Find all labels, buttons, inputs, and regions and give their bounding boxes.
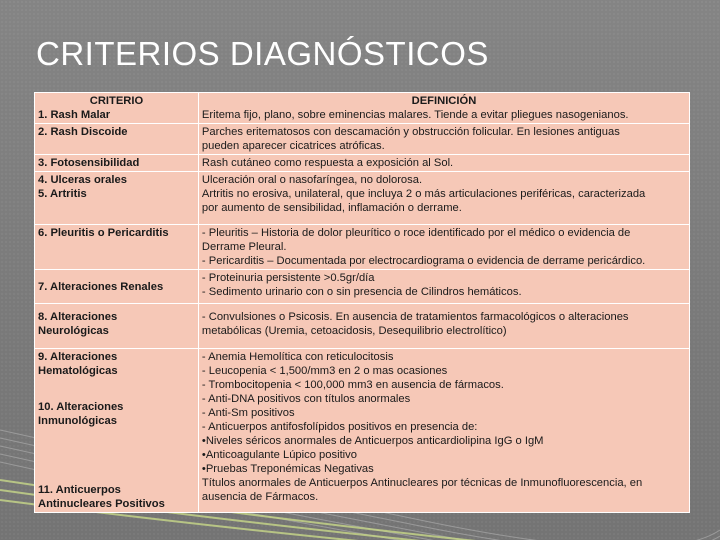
definicion-text: •Anticoagulante Lúpico positivo bbox=[201, 449, 357, 461]
definicion-text: - Trombocitopenia < 100,000 mm3 en ausencia de fármacos. bbox=[201, 379, 504, 391]
definicion-text: por aumento de sensibilidad, inflamación o derrame. bbox=[201, 202, 462, 214]
criterio-text: 5. Artritis bbox=[38, 188, 87, 200]
definicion-text: •Niveles séricos anormales de Anticuerpos anticardiolipina IgG o IgM bbox=[201, 435, 544, 447]
criterio-text: Hematológicas bbox=[38, 365, 118, 377]
spacer bbox=[38, 472, 195, 483]
column-header-definicion: DEFINICIÓN bbox=[411, 95, 477, 107]
criterio-cell bbox=[35, 225, 199, 270]
criteria-table bbox=[34, 92, 690, 513]
definicion-text: - Proteinuria persistente >0.5gr/día bbox=[201, 272, 375, 284]
definicion-cell bbox=[198, 172, 689, 225]
definicion-text: Rash cutáneo como respuesta a exposición al Sol. bbox=[201, 157, 454, 169]
definicion-cell bbox=[198, 225, 689, 270]
definicion-text: - Pleuritis – Historia de dolor pleurítico o roce identificado por el médico o evidencia de bbox=[201, 227, 631, 239]
definicion-cell bbox=[198, 349, 689, 513]
definicion-text: Ulceración oral o nasofaríngea, no dolorosa. bbox=[201, 174, 423, 186]
criterio-cell bbox=[35, 349, 199, 513]
spacer bbox=[38, 439, 195, 450]
definicion-cell bbox=[198, 304, 689, 349]
definicion-text: Eritema fijo, plano, sobre eminencias malares. Tiende a evitar pliegues nasogenianos. bbox=[201, 109, 629, 121]
definicion-text: - Anti-Sm positivos bbox=[201, 407, 295, 419]
spacer bbox=[38, 389, 195, 400]
table-row bbox=[35, 124, 690, 155]
table-row bbox=[35, 155, 690, 172]
definicion-text: - Convulsiones o Psicosis. En ausencia de tratamientos farmacológicos o alteraciones bbox=[201, 311, 629, 323]
criterio-text: 6. Pleuritis o Pericarditis bbox=[38, 227, 169, 239]
definicion-cell bbox=[198, 270, 689, 304]
definicion-text: - Sedimento urinario con o sin presencia de Cilindros hemáticos. bbox=[201, 286, 522, 298]
definicion-text: - Anemia Hemolítica con reticulocitosis bbox=[201, 351, 394, 363]
criterio-text: 7. Alteraciones Renales bbox=[38, 280, 164, 293]
criterio-cell bbox=[35, 155, 199, 172]
criterio-text: 11. Anticuerpos bbox=[38, 484, 121, 496]
criterio-text: 8. Alteraciones bbox=[38, 311, 118, 323]
criterio-text: 4. Ulceras orales bbox=[38, 174, 127, 186]
definicion-text: pueden aparecer cicatrices atróficas. bbox=[201, 140, 385, 152]
definicion-text: ausencia de Fármacos. bbox=[201, 491, 319, 503]
criterio-text: Inmunológicas bbox=[38, 415, 117, 427]
definicion-cell bbox=[198, 93, 689, 124]
table-row bbox=[35, 93, 690, 124]
definicion-text: •Pruebas Treponémicas Negativas bbox=[201, 463, 374, 475]
criterio-cell bbox=[35, 304, 199, 349]
criterio-text: 1. Rash Malar bbox=[38, 109, 111, 121]
column-header-criterio: CRITERIO bbox=[89, 95, 144, 107]
spacer bbox=[38, 428, 195, 439]
page-title: CRITERIOS DIAGNÓSTICOS bbox=[36, 35, 489, 72]
spacer bbox=[38, 450, 195, 461]
definicion-text: - Pericarditis – Documentada por electrocardiograma o evidencia de derrame pericárdico. bbox=[201, 255, 646, 267]
definicion-text: - Leucopenia < 1,500/mm3 en 2 o mas ocasiones bbox=[201, 365, 448, 377]
table-row bbox=[35, 172, 690, 225]
criterio-text: 3. Fotosensibilidad bbox=[38, 157, 140, 169]
definicion-text: - Anticuerpos antifosfolípidos positivos en presencia de: bbox=[201, 421, 478, 433]
table-row bbox=[35, 304, 690, 349]
criterio-text: 9. Alteraciones bbox=[38, 351, 118, 363]
criteria-table-container bbox=[34, 92, 690, 513]
criterio-text: 10. Alteraciones bbox=[38, 401, 124, 413]
definicion-cell bbox=[198, 155, 689, 172]
spacer bbox=[38, 461, 195, 472]
definicion-text: Títulos anormales de Anticuerpos Antinucleares por técnicas de Inmunofluorescencia, en bbox=[201, 477, 643, 489]
definicion-text: Artritis no erosiva, unilateral, que incluya 2 o más articulaciones periféricas, caracterizada bbox=[201, 188, 646, 200]
criterio-text: Antinucleares Positivos bbox=[38, 498, 165, 510]
definicion-cell bbox=[198, 124, 689, 155]
criterio-cell bbox=[35, 124, 199, 155]
criterio-cell bbox=[35, 270, 199, 304]
table-row bbox=[35, 225, 690, 270]
definicion-text: Derrame Pleural. bbox=[201, 241, 287, 253]
criterio-text: Neurológicas bbox=[38, 325, 109, 337]
criterio-text: 2. Rash Discoide bbox=[38, 126, 128, 138]
spacer bbox=[38, 378, 195, 389]
criterio-cell bbox=[35, 172, 199, 225]
definicion-text: Parches eritematosos con descamación y obstrucción folicular. En lesiones antiguas bbox=[201, 126, 620, 138]
criterio-cell bbox=[35, 93, 199, 124]
table-row bbox=[35, 270, 690, 304]
definicion-text: - Anti-DNA positivos con títulos anormales bbox=[201, 393, 411, 405]
definicion-text: metabólicas (Uremia, cetoacidosis, Desequilibrio electrolítico) bbox=[201, 325, 507, 337]
table-row bbox=[35, 349, 690, 513]
